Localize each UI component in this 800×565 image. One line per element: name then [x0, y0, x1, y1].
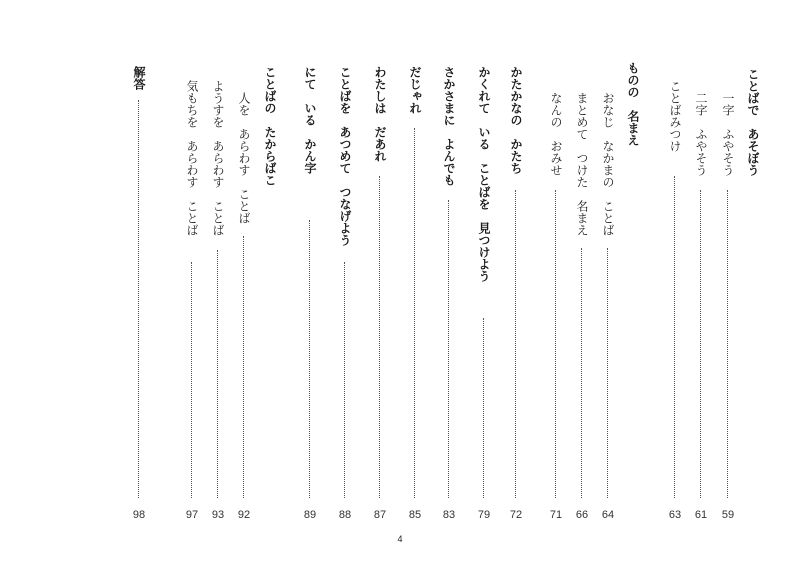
- page-number: 4: [397, 534, 403, 544]
- dot-leader: [674, 176, 675, 498]
- toc-entry-label[interactable]: ようすを あらわす ことば: [211, 80, 225, 236]
- toc-entry-page[interactable]: 79: [477, 509, 491, 521]
- dot-leader: [700, 190, 701, 498]
- toc-entry-label[interactable]: 気もちを あらわす ことば: [185, 80, 199, 236]
- toc-entry-label[interactable]: さかさまに よんでも: [442, 66, 456, 186]
- section-heading: ことばの たからばこ: [263, 66, 277, 186]
- dot-leader: [414, 128, 415, 498]
- toc-entry-page[interactable]: 85: [408, 509, 422, 521]
- dot-leader: [555, 190, 556, 498]
- dot-leader: [607, 248, 608, 498]
- toc-entry-page[interactable]: 72: [509, 509, 523, 521]
- toc-entry-page[interactable]: 97: [185, 509, 199, 521]
- toc-entry-page[interactable]: 83: [442, 509, 456, 521]
- dot-leader: [581, 248, 582, 498]
- toc-entry-page[interactable]: 88: [338, 509, 352, 521]
- toc-entry-label[interactable]: かたかなの かたち: [509, 66, 523, 174]
- dot-leader: [309, 220, 310, 498]
- dot-leader: [243, 236, 244, 498]
- dot-leader: [344, 262, 345, 498]
- section-heading: ことばで あそぼう: [746, 68, 760, 176]
- toc-entry-label[interactable]: だじゃれ: [408, 66, 422, 114]
- toc-entry-page[interactable]: 66: [575, 509, 589, 521]
- toc-entry-page[interactable]: 59: [721, 509, 735, 521]
- dot-leader: [138, 100, 139, 498]
- dot-leader: [448, 200, 449, 498]
- toc-entry-page[interactable]: 89: [303, 509, 317, 521]
- toc-entry-label[interactable]: にて いる かん字: [303, 66, 317, 174]
- toc-entry-label[interactable]: まとめて つけた 名まえ: [575, 92, 589, 236]
- toc-entry-page[interactable]: 87: [373, 509, 387, 521]
- dot-leader: [515, 190, 516, 498]
- toc-entry-label[interactable]: かくれて いる ことばを 見つけよう: [477, 66, 491, 282]
- toc-entry-page[interactable]: 64: [601, 509, 615, 521]
- toc-entry-page[interactable]: 61: [694, 509, 708, 521]
- dot-leader: [217, 250, 218, 498]
- toc-entry-page[interactable]: 93: [211, 509, 225, 521]
- toc-entry-label[interactable]: 人を あらわす ことば: [237, 92, 251, 224]
- toc-entry-label[interactable]: ことばを あつめて つなげよう: [338, 66, 352, 246]
- toc-entry-page[interactable]: 71: [549, 509, 563, 521]
- toc-entry-page[interactable]: 63: [668, 509, 682, 521]
- toc-entry-label[interactable]: 二字 ふやそう: [694, 92, 708, 176]
- toc-entry-label[interactable]: 一字 ふやそう: [721, 92, 735, 176]
- dot-leader: [727, 190, 728, 498]
- toc-entry-page[interactable]: 92: [237, 509, 251, 521]
- dot-leader: [483, 318, 484, 498]
- toc-entry-label[interactable]: ことばみつけ: [668, 80, 682, 152]
- toc-entry-label[interactable]: なんの おみせ: [549, 92, 563, 176]
- toc-entry-label[interactable]: 解答: [132, 66, 146, 90]
- toc-entry-label[interactable]: わたしは だあれ: [373, 66, 387, 162]
- dot-leader: [379, 176, 380, 498]
- toc-entry-label[interactable]: おなじ なかまの ことば: [601, 92, 615, 236]
- toc-entry-page[interactable]: 98: [132, 509, 146, 521]
- dot-leader: [191, 262, 192, 498]
- section-heading: ものの 名まえ: [626, 62, 640, 146]
